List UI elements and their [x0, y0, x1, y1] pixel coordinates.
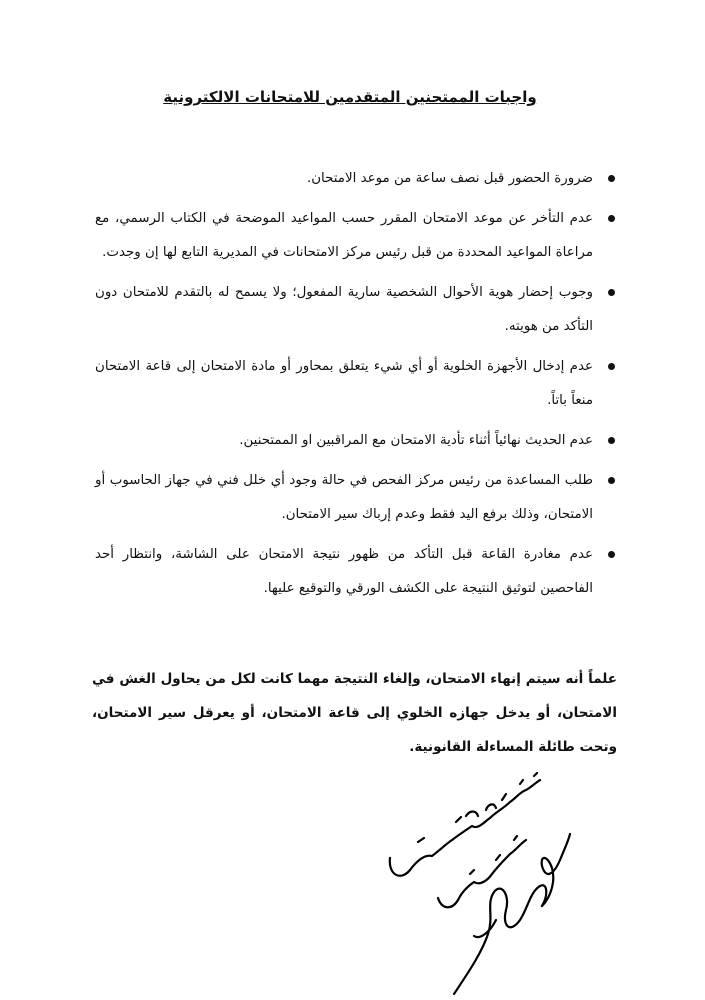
bullet-icon [608, 363, 615, 370]
list-item-text: عدم إدخال الأجهزة الخلوية أو أي شيء يتعلق بمحاور أو مادة الامتحان إلى قاعة الامتحان منعاً باتاً. [95, 359, 593, 408]
duties-list [95, 162, 615, 612]
list-item-text: عدم الحديث نهائياً أثناء تأدية الامتحان مع المراقبين او الممتحنين. [239, 433, 593, 448]
bullet-icon [608, 215, 615, 222]
list-item [95, 464, 615, 532]
handwritten-signature [370, 770, 590, 995]
list-item [95, 162, 615, 196]
list-item [95, 538, 615, 606]
document-title: واجبات الممتحنين المتقدمين للامتحانات الالكترونية [163, 88, 537, 106]
bullet-icon [608, 289, 615, 296]
legal-notice: علماً أنه سيتم إنهاء الامتحان، وإلغاء النتيجة مهما كانت لكل من يحاول الغش في الامتحان، أو يدخل جهازه الخلوي إلى قاعة الامتحان، أو يعرقل سير الامتحان، وتحت طائلة المساءلة القانونية. [92, 671, 617, 755]
list-item-text: عدم مغادرة القاعة قبل التأكد من ظهور نتيجة الامتحان على الشاشة، وانتظار أحد الفاحصين لتوثيق النتيجة على الكشف الورقي والتوقيع عليها. [95, 547, 593, 596]
bullet-icon [608, 551, 615, 558]
list-item [95, 350, 615, 418]
bullet-icon [608, 437, 615, 444]
bullet-icon [608, 175, 615, 182]
list-item-text: ضرورة الحضور قبل نصف ساعة من موعد الامتحان. [306, 171, 593, 186]
list-item [95, 424, 615, 458]
list-item-text: وجوب إحضار هوية الأحوال الشخصية سارية المفعول؛ ولا يسمح له بالتقدم للامتحان دون التأكد من هويته. [95, 285, 593, 334]
list-item-text: عدم التأخر عن موعد الامتحان المقرر حسب المواعيد الموضحة في الكتاب الرسمي، مع مراعاة المواعيد المحددة من قبل رئيس مركز الامتحانات في المديرية التابع لها إن وجدت. [95, 211, 593, 260]
list-item [95, 276, 615, 344]
bullet-icon [608, 477, 615, 484]
list-item [95, 202, 615, 270]
list-item-text: طلب المساعدة من رئيس مركز الفحص في حالة وجود أي خلل فني في جهاز الحاسوب أو الامتحان، وذلك برفع اليد فقط وعدم إرباك سير الامتحان. [95, 473, 593, 522]
